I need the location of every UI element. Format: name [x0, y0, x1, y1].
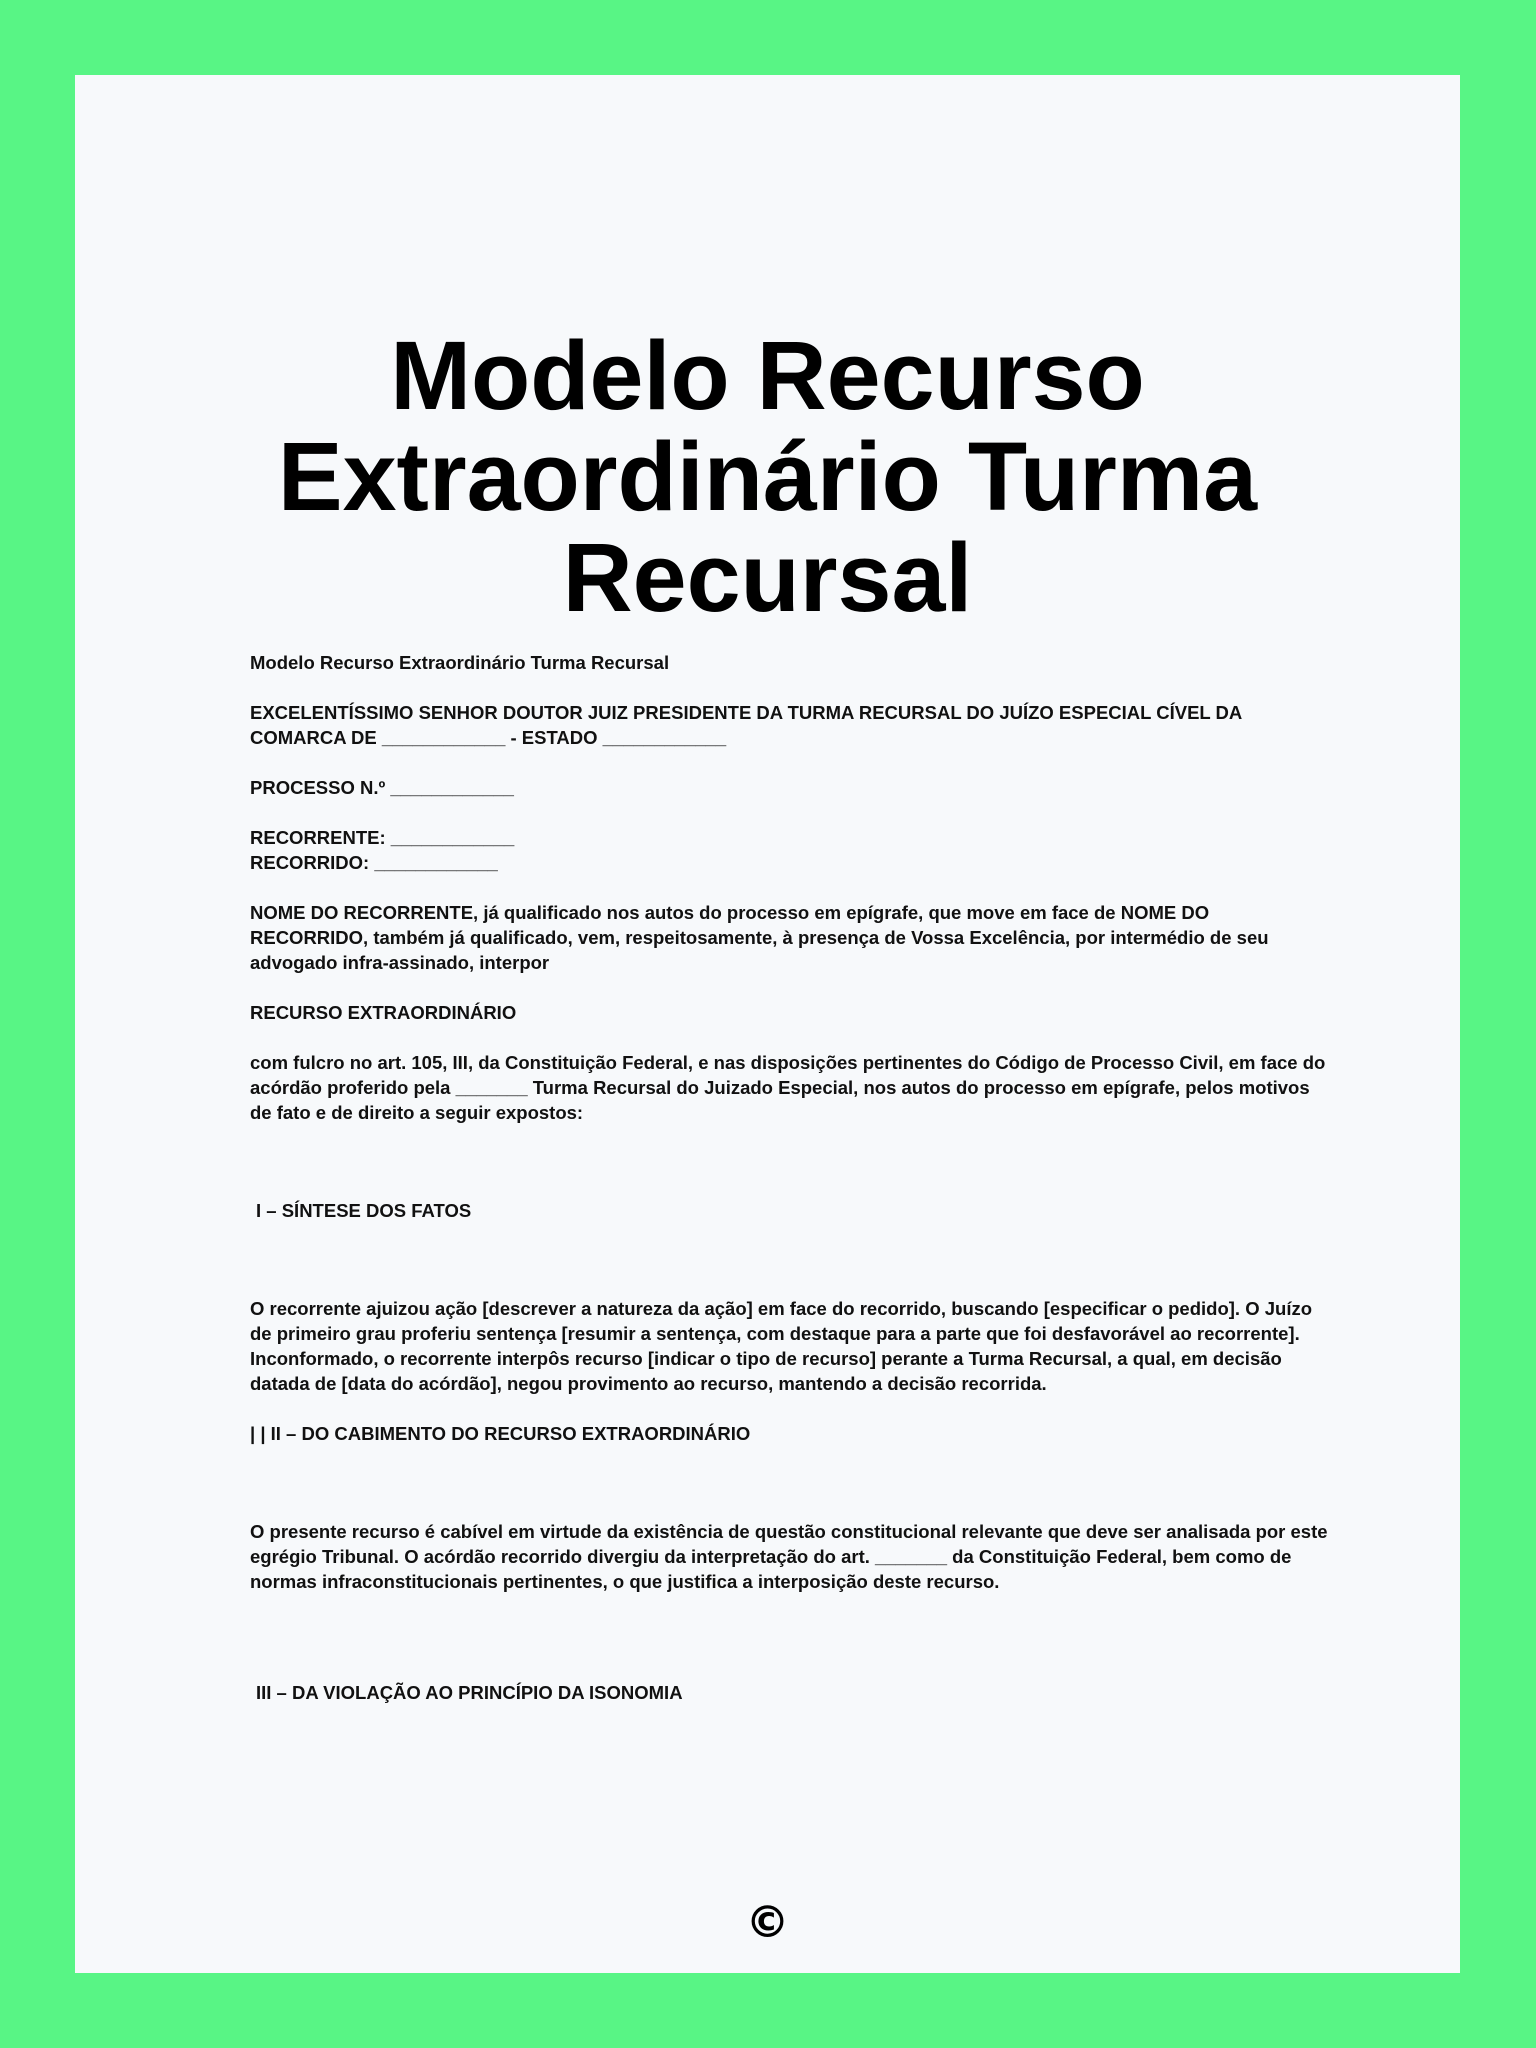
section-1-heading: I – SÍNTESE DOS FATOS [256, 1200, 472, 1221]
section-3-heading: III – DA VIOLAÇÃO AO PRINCÍPIO DA ISONOMIA [256, 1682, 683, 1703]
appellee-line: RECORRIDO: ____________ [250, 852, 498, 873]
title-line-3: Recursal [562, 523, 973, 632]
intro-paragraph: NOME DO RECORRENTE, já qualificado nos autos do processo em epígrafe, que move em face de NOME DO RECORRIDO, também já qualificado, vem, respeitosamente, à presença de Vossa Excelência, por intermédio de seu advogado infra-assinado, interpor [250, 902, 1269, 973]
document-subtitle: Modelo Recurso Extraordinário Turma Recursal [250, 652, 670, 673]
page-title [75, 321, 1460, 632]
section-2-text: O presente recurso é cabível em virtude da existência de questão constitucional relevante que deve ser analisada por este egrégio Tribunal. O acórdão recorrido divergiu da interpretação do art. _______ da Constituição Federal, bem como de normas infraconstitucionais pertinentes, o que justifica a interposição deste recurso. [250, 1521, 1328, 1592]
process-number: PROCESSO N.º ____________ [250, 777, 514, 798]
court-address: EXCELENTÍSSIMO SENHOR DOUTOR JUIZ PRESIDENTE DA TURMA RECURSAL DO JUÍZO ESPECIAL CÍVEL DA COMARCA DE ____________ - ESTADO ____________ [250, 702, 1242, 748]
section-1-text: O recorrente ajuizou ação [descrever a natureza da ação] em face do recorrido, buscando [especificar o pedido]. O Juízo de primeiro grau proferiu sentença [resumir a sentença, com destaque para a parte que foi desfavorável ao recorrente]. Inconformado, o recorrente interpôs recurso [indicar o tipo de recurso] perante a Turma Recursal, a qual, em decisão datada de [data do acórdão], negou provimento ao recurso, mantendo a decisão recorrida. [250, 1298, 1313, 1394]
document-body [250, 650, 1330, 1705]
title-line-2: Extraordinário Turma [277, 422, 1258, 531]
document-page [75, 75, 1460, 1973]
legal-basis-paragraph: com fulcro no art. 105, III, da Constituição Federal, e nas disposições pertinentes do Código de Processo Civil, em face do acórdão proferido pela _______ Turma Recursal do Juizado Especial, nos autos do processo em epígrafe, pelos motivos de fato e de direito a seguir expostos: [250, 1052, 1326, 1123]
appeal-type-heading: RECURSO EXTRAORDINÁRIO [250, 1002, 517, 1023]
section-2-heading: | | II – DO CABIMENTO DO RECURSO EXTRAORDINÁRIO [250, 1423, 751, 1444]
copyright-icon: © [745, 1897, 790, 1948]
appellant-line: RECORRENTE: ____________ [250, 827, 515, 848]
title-line-1: Modelo Recurso [390, 321, 1145, 430]
